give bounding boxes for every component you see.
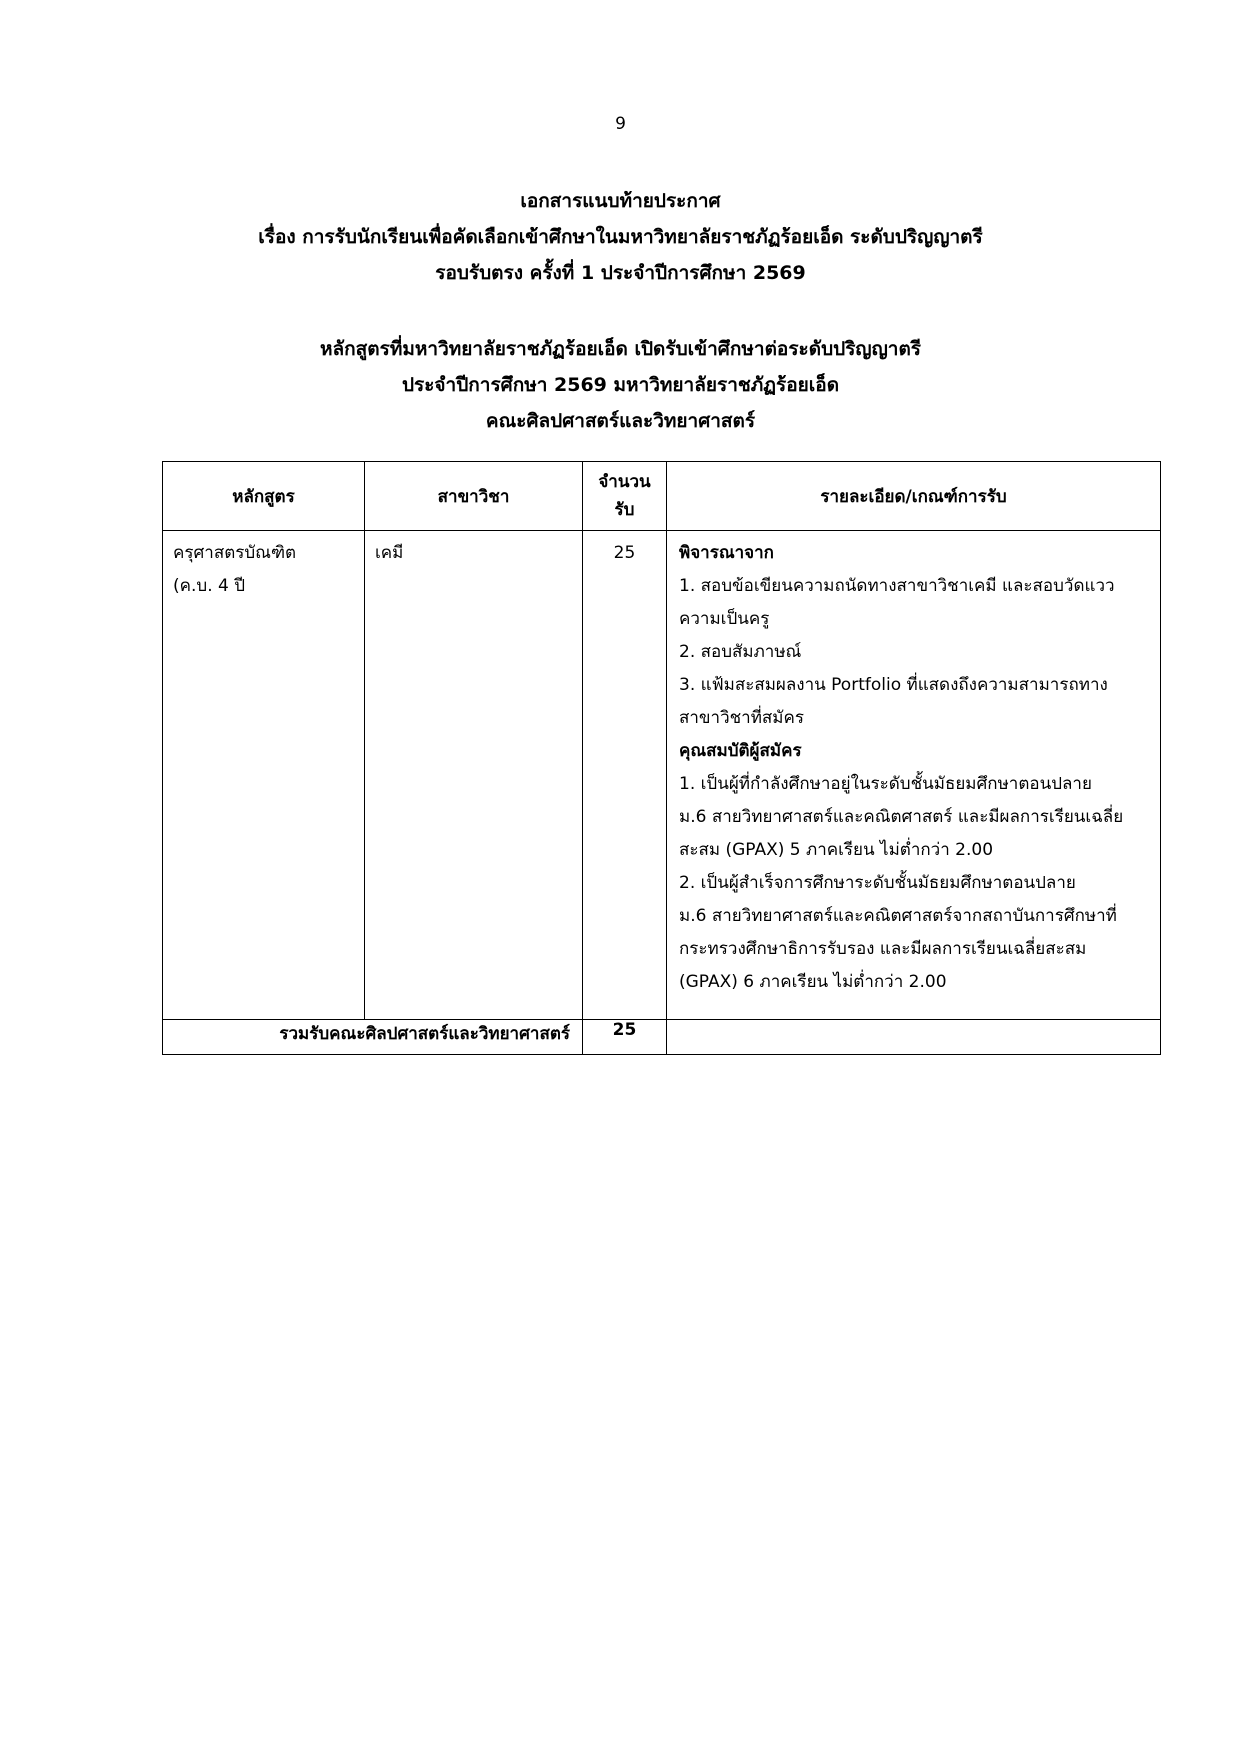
- qualification-line: 1. เป็นผู้ที่กำลังศึกษาอยู่ในระดับชั้นมัธยมศึกษาตอนปลาย: [679, 774, 1092, 794]
- total-empty-cell: [667, 1020, 1161, 1055]
- qualification-line: สะสม (GPAX) 5 ภาคเรียน ไม่ต่ำกว่า 2.00: [679, 840, 994, 860]
- program-name: ครุศาสตรบัณฑิต: [173, 543, 297, 563]
- subheading-line-1: หลักสูตรที่มหาวิทยาลัยราชภัฏร้อยเอ็ด เปิดรับเข้าศึกษาต่อระดับปริญญาตรี: [320, 338, 921, 360]
- program-cell: [163, 531, 365, 1020]
- heading-line-2: เรื่อง การรับนักเรียนเพื่อคัดเลือกเข้าศึกษาในมหาวิทยาลัยราชภัฏร้อยเอ็ด ระดับปริญญาตรี: [258, 226, 983, 248]
- qualification-line: 2. เป็นผู้สำเร็จการศึกษาระดับชั้นมัธยมศึกษาตอนปลาย: [679, 873, 1076, 893]
- admission-count: 25: [613, 543, 636, 563]
- faculty-name: คณะศิลปศาสตร์และวิทยาศาสตร์: [485, 410, 756, 432]
- header-program: หลักสูตร: [163, 462, 365, 531]
- details-cell: [667, 531, 1161, 1020]
- qualification-line: ม.6 สายวิทยาศาสตร์และคณิตศาสตร์จากสถาบันการศึกษาที่: [679, 906, 1117, 926]
- header-major: สาขาวิชา: [365, 462, 583, 531]
- table-header-row: [163, 462, 1161, 531]
- admission-table: [162, 461, 1161, 1055]
- document-heading: [0, 183, 1241, 291]
- consider-line: 1. สอบข้อเขียนความถนัดทางสาขาวิชาเคมี และสอบวัดแวว: [679, 576, 1115, 596]
- consider-line: 2. สอบสัมภาษณ์: [679, 642, 802, 662]
- count-cell: [583, 531, 667, 1020]
- consider-title: พิจารณาจาก: [679, 543, 774, 563]
- total-row: [163, 1020, 1161, 1055]
- program-degree: (ค.บ. 4 ปี: [173, 576, 246, 596]
- qualification-title: คุณสมบัติผู้สมัคร: [679, 741, 802, 761]
- page-number: 9: [615, 114, 626, 134]
- major-name: เคมี: [375, 543, 404, 563]
- header-count: [583, 462, 667, 531]
- header-count-line-2: รับ: [614, 500, 635, 520]
- header-count-line-1: จำนวน: [598, 472, 651, 492]
- major-cell: [365, 531, 583, 1020]
- table-row: [163, 531, 1161, 1020]
- total-label: รวมรับคณะศิลปศาสตร์และวิทยาศาสตร์: [163, 1020, 583, 1055]
- qualification-line: ม.6 สายวิทยาศาสตร์และคณิตศาสตร์ และมีผลการเรียนเฉลี่ย: [679, 807, 1124, 827]
- subheading-line-2: ประจำปีการศึกษา 2569 มหาวิทยาลัยราชภัฏร้อยเอ็ด: [401, 374, 840, 396]
- total-value: 25: [583, 1020, 667, 1055]
- consider-line: ความเป็นครู: [679, 609, 770, 629]
- program-heading: [0, 331, 1241, 439]
- qualification-line: กระทรวงศึกษาธิการรับรอง และมีผลการเรียนเฉลี่ยสะสม: [679, 939, 1087, 959]
- consider-line: 3. แฟ้มสะสมผลงาน Portfolio ที่แสดงถึงความสามารถทาง: [679, 675, 1108, 695]
- heading-line-1: เอกสารแนบท้ายประกาศ: [520, 190, 721, 212]
- heading-line-3: รอบรับตรง ครั้งที่ 1 ประจำปีการศึกษา 2569: [435, 262, 806, 284]
- header-details: รายละเอียด/เกณฑ์การรับ: [667, 462, 1161, 531]
- consider-line: สาขาวิชาที่สมัคร: [679, 708, 805, 728]
- qualification-line: (GPAX) 6 ภาคเรียน ไม่ต่ำกว่า 2.00: [679, 972, 947, 992]
